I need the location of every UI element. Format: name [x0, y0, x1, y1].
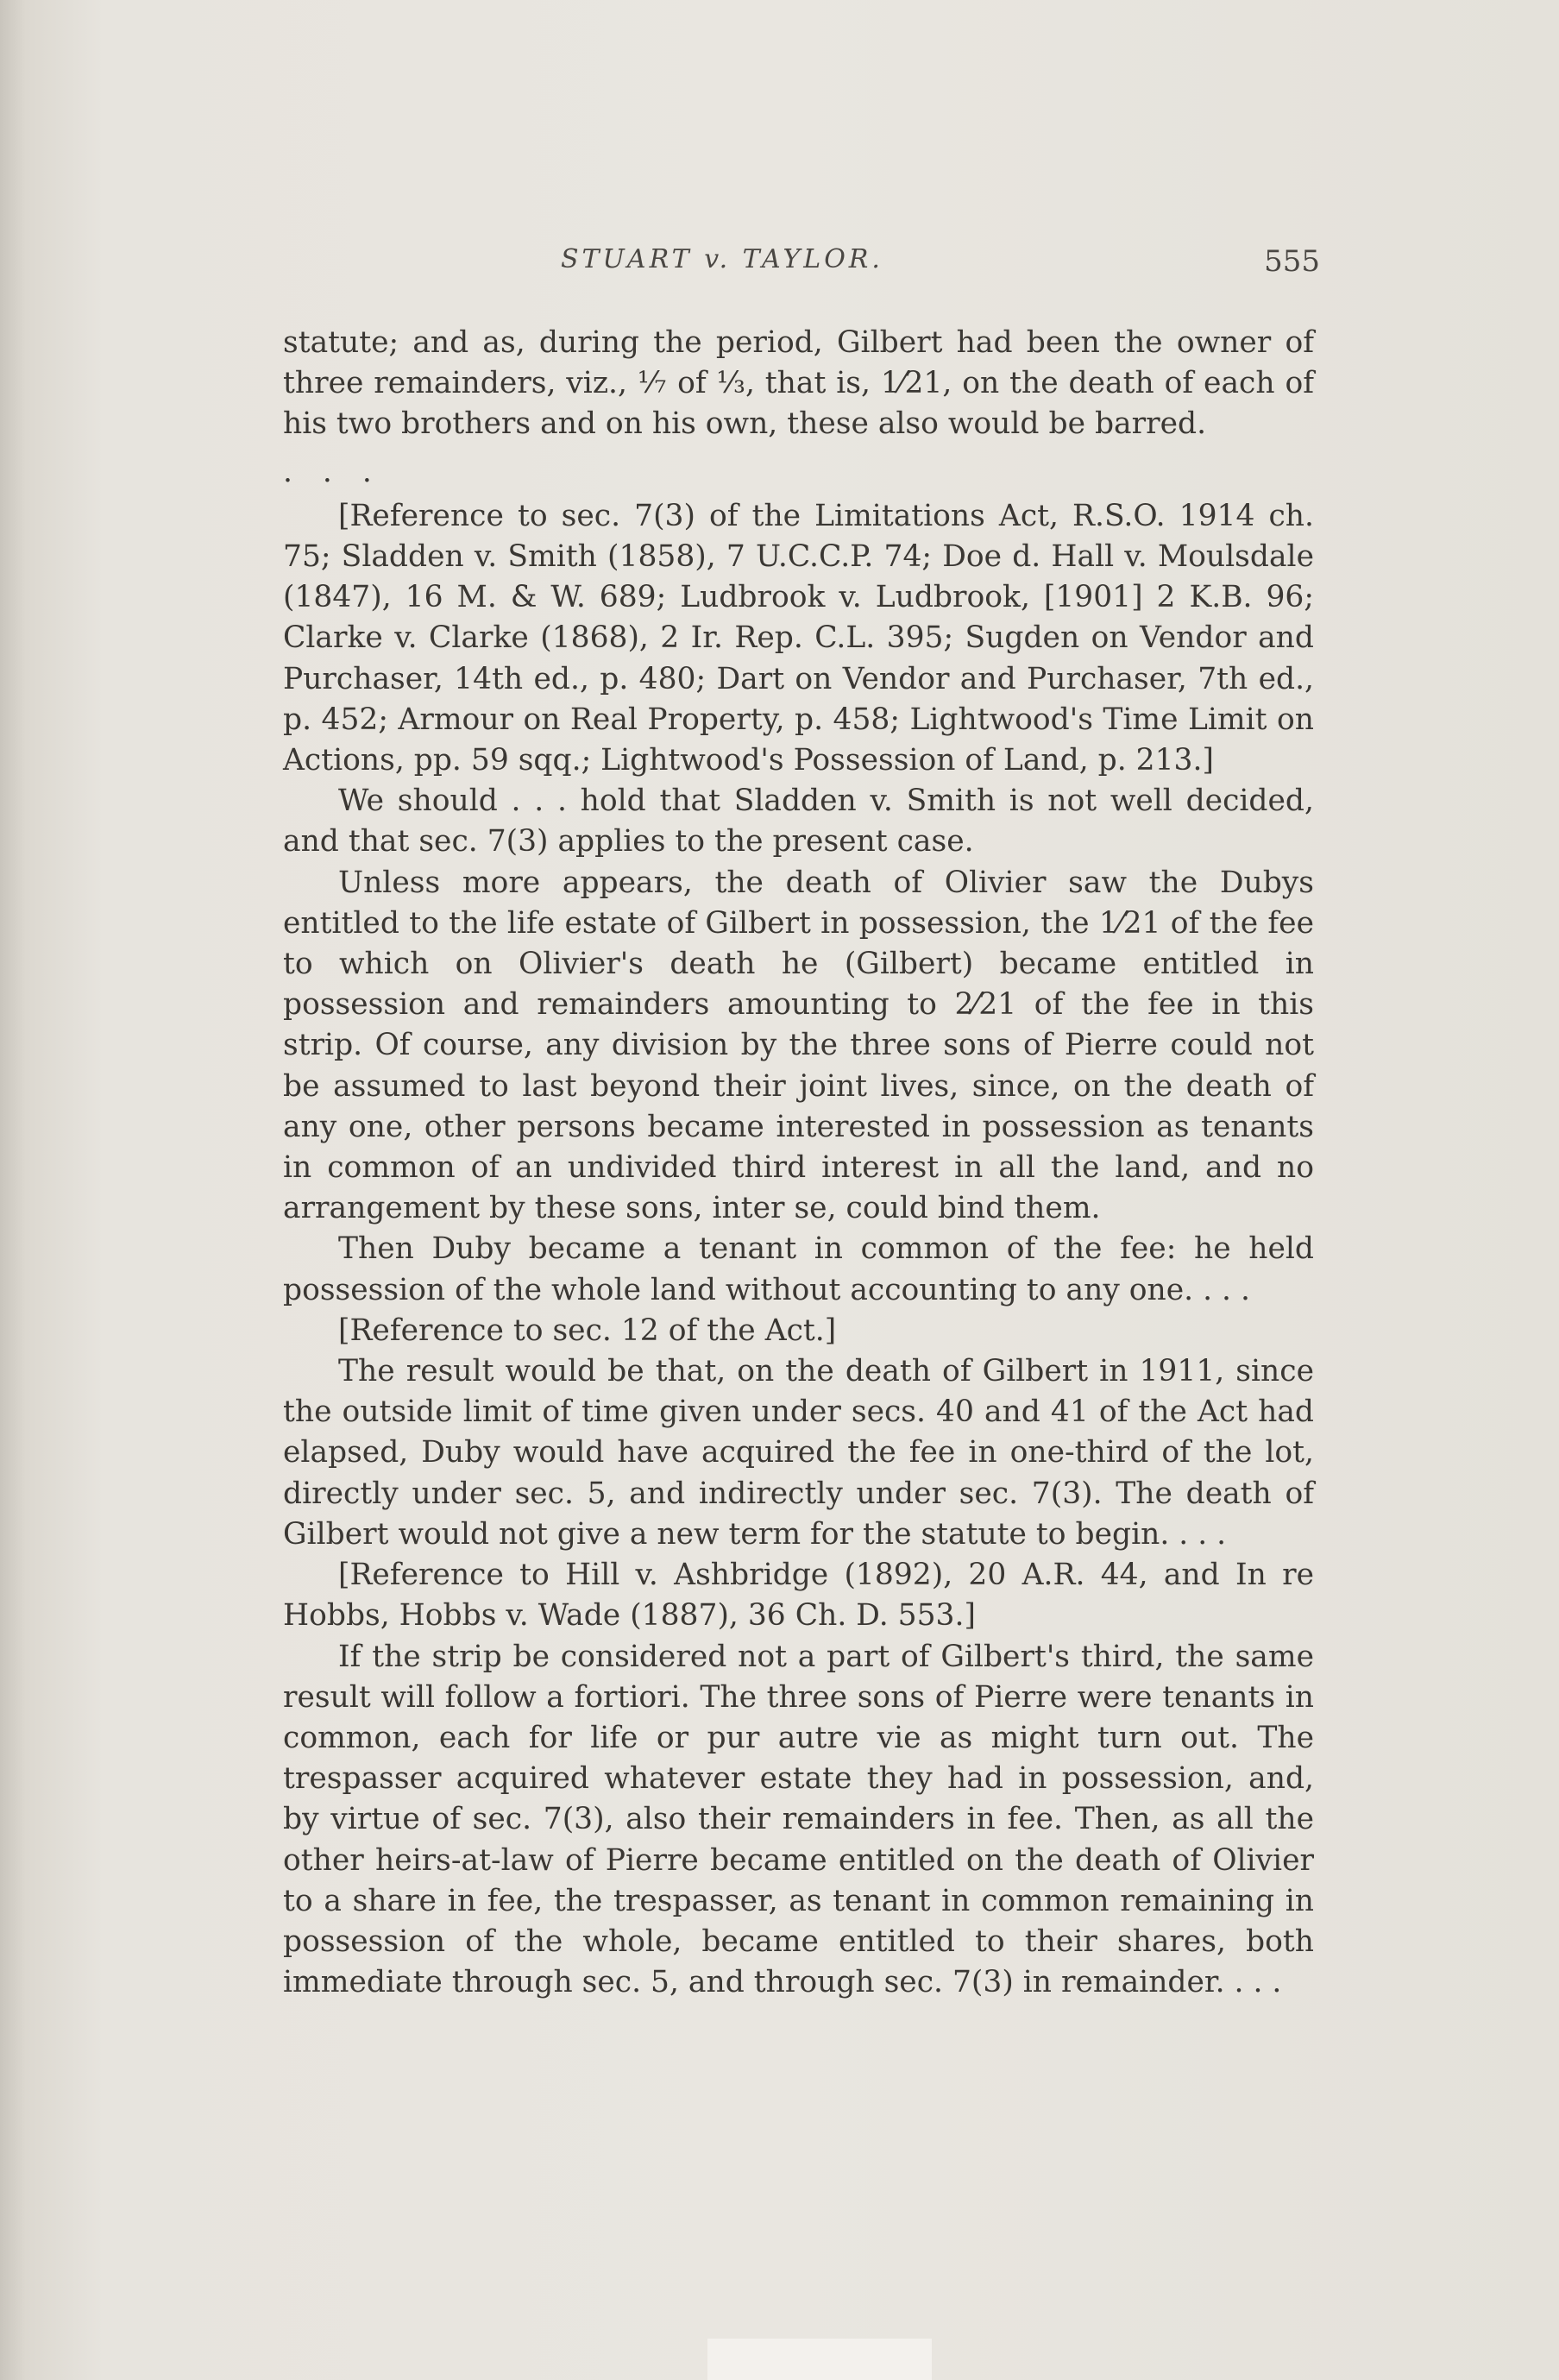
paragraph: The result would be that, on the death of Gilbert in 1911, since the outside limit of time given under secs. 40 and 41 of the Act had elapsed, Duby would have acquired the fee in one-third of the lot, directly under sec. 5, and indirectly under sec. 7(3). The death of Gilbert would not give a new term for the statute to begin. . . .	[283, 1354, 1314, 1552]
reference-paragraph: [Reference to sec. 7(3) of the Limitations Act, R.S.O. 1914 ch. 75; Sladden v. Smith (1858), 7 U.C.C.P. 74; Doe d. Hall v. Moulsdale (1847), 16 M. & W. 689; Ludbrook v. Ludbrook, [1901] 2 K.B. 96; Clarke v. Clarke (1868), 2 Ir. Rep. C.L. 395; Sugden on Vendor and Purchaser, 14th ed., p. 480; Dart on Vendor and Purchaser, 7th ed., p. 452; Armour on Real Property, p. 458; Lightwood's Time Limit on Actions, pp. 59 sqq.; Lightwood's Possession of Land, p. 213.]	[283, 498, 1314, 778]
running-header	[285, 244, 1320, 287]
paragraph: Then Duby became a tenant in common of the fee: he held possession of the whole land without accounting to any one. . . .	[283, 1231, 1314, 1307]
reference-paragraph: [Reference to Hill v. Ashbridge (1892), 20 A.R. 44, and In re Hobbs, Hobbs v. Wade (1887), 36 Ch. D. 553.]	[283, 1558, 1314, 1634]
paragraph: Unless more appears, the death of Olivier saw the Dubys entitled to the life estate of Gilbert in possession, the 1⁄21 of the fee to which on Olivier's death he (Gilbert) became entitled in possession and remainders amounting to 2⁄21 of the fee in this strip. Of course, any division by the three sons of Pierre could not be assumed to last beyond their joint lives, since, on the death of any one, other persons became interested in possession as tenants in common of an undivided third interest in all the land, and no arrangement by these sons, inter se, could bind them.	[283, 865, 1314, 1226]
paper-tab	[707, 2339, 932, 2380]
reference-paragraph: [Reference to sec. 12 of the Act.]	[338, 1313, 837, 1348]
page-number: 555	[1264, 244, 1320, 279]
paragraph: If the strip be considered not a part of Gilbert's third, the same result will follow a fortiori. The three sons of Pierre were tenants in common, each for life or pur autre vie as might turn out. The trespasser acquired whatever estate they had in possession, and, by virtue of sec. 7(3), also their remainders in fee. Then, as all the other heirs-at-law of Pierre became entitled on the death of Olivier to a share in fee, the trespasser, as tenant in common remaining in possession of the whole, became entitled to their shares, both immediate through sec. 5, and through sec. 7(3) in remainder. . . .	[283, 1639, 1314, 2000]
ellipsis: . . .	[283, 454, 382, 489]
paragraph: statute; and as, during the period, Gilbert had been the owner of three remainders, viz., ⅐ of ⅓, that is, 1⁄21, on the death of each of his two brothers and on his own, these also would be barred.	[283, 325, 1314, 442]
paragraph: We should . . . hold that Sladden v. Smith is not well decided, and that sec. 7(3) applies to the present case.	[283, 784, 1314, 859]
running-title: STUART v. TAYLOR.	[561, 244, 883, 274]
page-body	[283, 323, 1314, 2003]
